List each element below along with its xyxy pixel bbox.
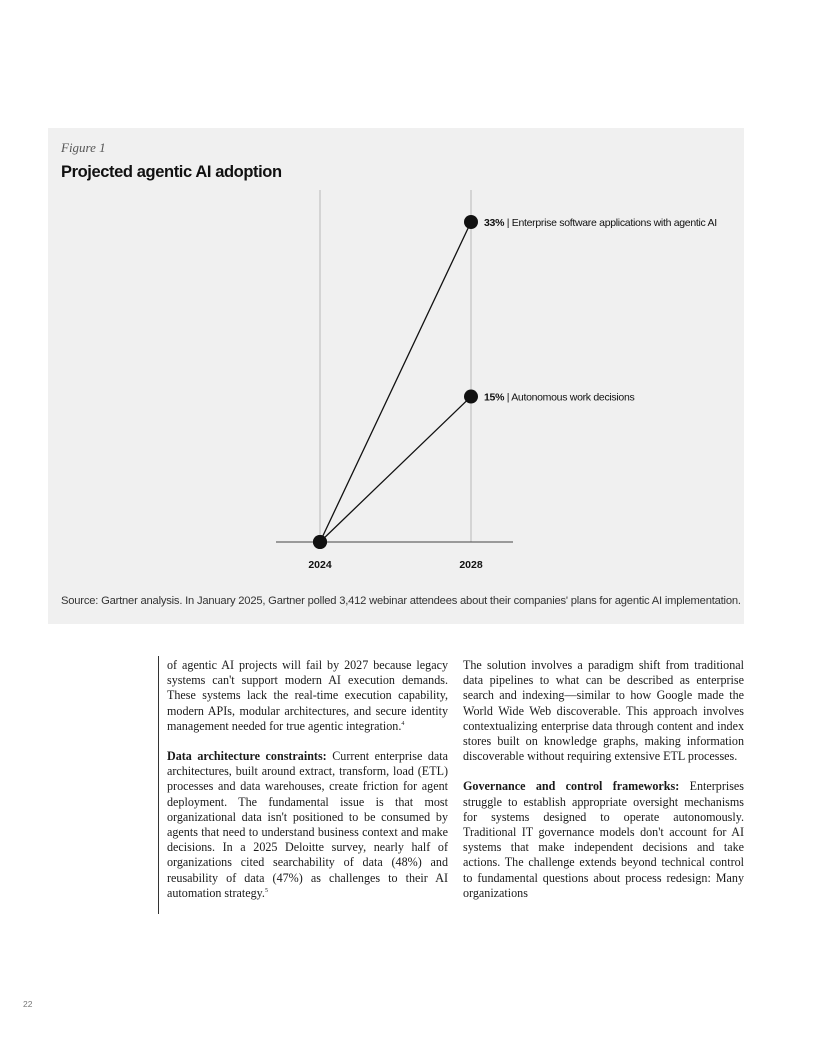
series-line-1: [320, 397, 471, 542]
data-point-0-1: [464, 215, 478, 229]
footnote-ref-4: 4: [401, 720, 405, 727]
figure-label: Figure 1: [61, 140, 106, 155]
left-paragraph-2: Data architecture constraints: Current enterprise data architectures, built around extract, transform, load (ETL) processes and data warehouses, create friction for agent deployment. The fundamental issue is that most organizational data isn't positioned to be consumed by agents that need to understand business context and make decisions. In a 2025 Deloitte survey, nearly half of organizations cited searchability of data (48%) and reusability of data (47%) as challenges to their AI automation strategy.$^5$: [167, 749, 448, 900]
figure-source: Source: Gartner analysis. In January 2025, Gartner polled 3,412 webinar attendees about their companies' plans for agentic AI implementation.: [61, 595, 741, 607]
right-paragraph-2: Governance and control frameworks: Enterprises struggle to establish appropriate oversight mechanisms for systems designed to operate autonomously. Traditional IT governance models don't account for AI systems that make independent decisions and take actions. The challenge extends beyond technical control to fundamental questions about process redesign: Many organizations: [463, 779, 744, 900]
series-end-label-0: 33% | Enterprise software applications with agentic AI: [484, 217, 717, 229]
left-paragraph-1: of agentic AI projects will fail by 2027 because legacy systems can't support modern AI execution demands. These systems lack the real-time execution capability, modern APIs, modular architectures, and secure identity management needed for true agentic integration.$^4$: [167, 658, 448, 733]
series-line-0: [320, 222, 471, 542]
figure-panel: [48, 128, 744, 624]
adoption-line-chart: [48, 128, 744, 624]
data-point-1-1: [464, 390, 478, 404]
data-point-1-0: [313, 535, 327, 549]
data-architecture-heading: Data architecture constraints:: [167, 749, 327, 764]
right-column: [463, 658, 744, 916]
governance-heading: Governance and control frameworks:: [463, 779, 680, 794]
x-tick-label-2028: 2028: [459, 559, 483, 571]
x-tick-label-2024: 2024: [308, 559, 332, 571]
column-rule: [158, 656, 159, 914]
left-column: [167, 658, 448, 916]
series-end-label-1: 15% | Autonomous work decisions: [484, 391, 635, 404]
page-number: 22: [23, 999, 33, 1009]
figure-title: Projected agentic AI adoption: [61, 163, 282, 181]
footnote-ref-5: 5: [264, 887, 268, 894]
right-paragraph-1: The solution involves a paradigm shift from traditional data pipelines to what can be described as enterprise search and indexing—similar to how Google made the World Wide Web discoverable. This approach involves contextualizing enterprise data through content and index stores built on knowledge graphs, making information discoverable without requiring extensive ETL processes.: [463, 658, 744, 764]
